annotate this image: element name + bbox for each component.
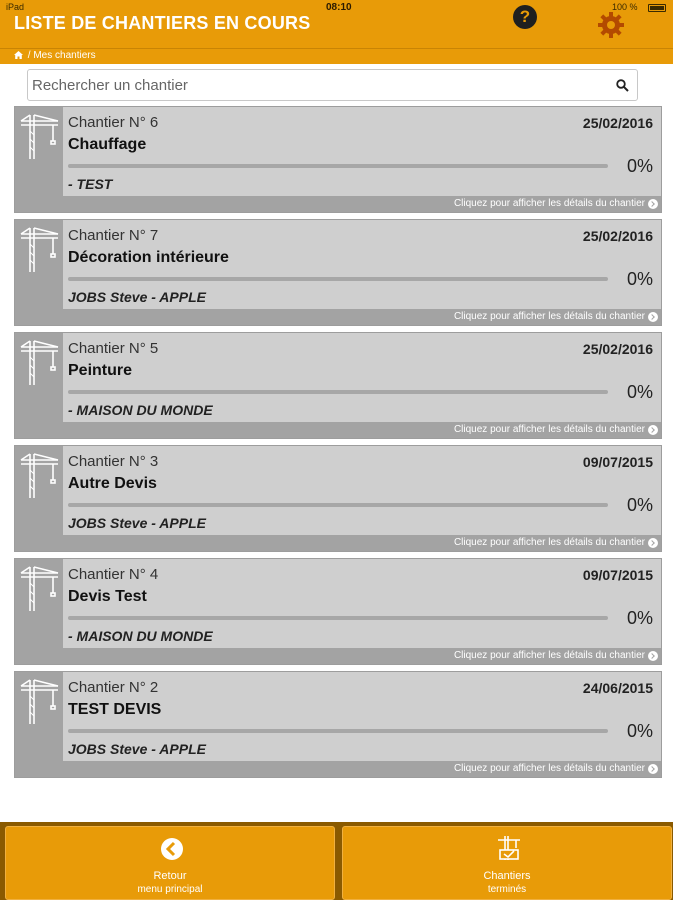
breadcrumb-bar (0, 48, 673, 64)
chantier-name: TEST DEVIS (68, 701, 162, 718)
chantier-name: Devis Test (68, 588, 147, 605)
card-side-panel (15, 333, 63, 423)
card-side-panel (15, 107, 63, 197)
battery-icon (648, 4, 666, 12)
card-footer[interactable] (15, 648, 661, 664)
details-link[interactable]: Cliquez pour afficher les détails du chantier (453, 424, 645, 435)
chantier-card[interactable] (14, 558, 662, 665)
finished-button-line2: terminés (487, 884, 527, 895)
chantier-number: Chantier N° 6 (68, 114, 159, 131)
finished-button-line1: Chantiers (483, 870, 531, 882)
chantier-date: 25/02/2016 (582, 115, 653, 131)
progress-bar (68, 729, 608, 733)
chevron-left-circle-icon (160, 837, 184, 861)
progress-percent: 0% (626, 382, 653, 402)
status-carrier: iPad (6, 2, 25, 12)
finished-chantiers-button[interactable] (342, 826, 672, 900)
details-link[interactable]: Cliquez pour afficher les détails du chantier (453, 311, 645, 322)
breadcrumb[interactable] (14, 50, 96, 61)
chevron-right-circle-icon[interactable] (648, 199, 658, 209)
chantier-date: 09/07/2015 (582, 567, 653, 583)
chevron-right-circle-icon[interactable] (648, 425, 658, 435)
crane-check-icon (496, 834, 522, 862)
search-icon[interactable] (616, 79, 629, 92)
chantier-list (14, 106, 662, 784)
progress-percent: 0% (626, 269, 653, 289)
details-link[interactable]: Cliquez pour afficher les détails du chantier (453, 763, 645, 774)
crane-icon (18, 676, 60, 726)
crane-icon (18, 111, 60, 161)
card-side-panel (15, 220, 63, 310)
chantier-card[interactable] (14, 219, 662, 326)
back-main-menu-button[interactable] (5, 826, 335, 900)
progress-bar (68, 503, 608, 507)
chantier-number: Chantier N° 5 (68, 340, 159, 357)
chevron-right-circle-icon[interactable] (648, 312, 658, 322)
crane-icon (18, 563, 60, 613)
progress-bar (68, 277, 608, 281)
chantier-name: Décoration intérieure (68, 249, 229, 266)
card-side-panel (15, 559, 63, 649)
chantier-card[interactable] (14, 671, 662, 778)
details-link[interactable]: Cliquez pour afficher les détails du chantier (453, 650, 645, 661)
progress-percent: 0% (626, 156, 653, 176)
card-footer[interactable] (15, 309, 661, 325)
progress-percent: 0% (626, 495, 653, 515)
search-input[interactable] (32, 70, 602, 100)
chantier-client: - TEST (68, 176, 113, 192)
progress-percent: 0% (626, 721, 653, 741)
chantier-number: Chantier N° 4 (68, 566, 159, 583)
chantier-client: - MAISON DU MONDE (68, 402, 213, 418)
back-button-line2: menu principal (137, 884, 203, 895)
status-time: 08:10 (326, 2, 352, 13)
chantier-card[interactable] (14, 445, 662, 552)
search-box (27, 69, 638, 101)
breadcrumb-label[interactable]: / Mes chantiers (27, 50, 96, 61)
back-button-line1: Retour (153, 870, 187, 882)
card-footer[interactable] (15, 761, 661, 777)
details-link[interactable]: Cliquez pour afficher les détails du chantier (453, 198, 645, 209)
progress-bar (68, 616, 608, 620)
details-link[interactable]: Cliquez pour afficher les détails du chantier (453, 537, 645, 548)
card-footer[interactable] (15, 535, 661, 551)
chevron-right-circle-icon[interactable] (648, 538, 658, 548)
page-title: LISTE DE CHANTIERS EN COURS (14, 13, 311, 33)
crane-icon (18, 450, 60, 500)
chantier-number: Chantier N° 2 (68, 679, 159, 696)
home-icon[interactable] (14, 51, 23, 59)
card-footer[interactable] (15, 196, 661, 212)
chantier-name: Chauffage (68, 136, 147, 153)
chantier-card[interactable] (14, 106, 662, 213)
chantier-date: 09/07/2015 (582, 454, 653, 470)
chantier-client: - MAISON DU MONDE (68, 628, 213, 644)
chantier-card[interactable] (14, 332, 662, 439)
card-side-panel (15, 446, 63, 536)
chantier-number: Chantier N° 7 (68, 227, 159, 244)
bottom-toolbar (0, 822, 673, 900)
card-side-panel (15, 672, 63, 762)
chantier-name: Peinture (68, 362, 133, 379)
chantier-client: JOBS Steve - APPLE (68, 289, 206, 305)
help-icon[interactable]: ? (513, 5, 537, 29)
crane-icon (18, 337, 60, 387)
chantier-client: JOBS Steve - APPLE (68, 515, 206, 531)
status-battery-text: 100 % (612, 2, 638, 12)
progress-bar (68, 164, 608, 168)
chantier-client: JOBS Steve - APPLE (68, 741, 206, 757)
chantier-number: Chantier N° 3 (68, 453, 159, 470)
progress-bar (68, 390, 608, 394)
chantier-date: 25/02/2016 (582, 228, 653, 244)
chantier-date: 25/02/2016 (582, 341, 653, 357)
chevron-right-circle-icon[interactable] (648, 651, 658, 661)
crane-icon (18, 224, 60, 274)
chantier-name: Autre Devis (68, 475, 157, 492)
app-header (0, 0, 673, 48)
settings-gear-icon[interactable] (596, 10, 626, 40)
chantier-date: 24/06/2015 (582, 680, 653, 696)
card-footer[interactable] (15, 422, 661, 438)
progress-percent: 0% (626, 608, 653, 628)
chevron-right-circle-icon[interactable] (648, 764, 658, 774)
